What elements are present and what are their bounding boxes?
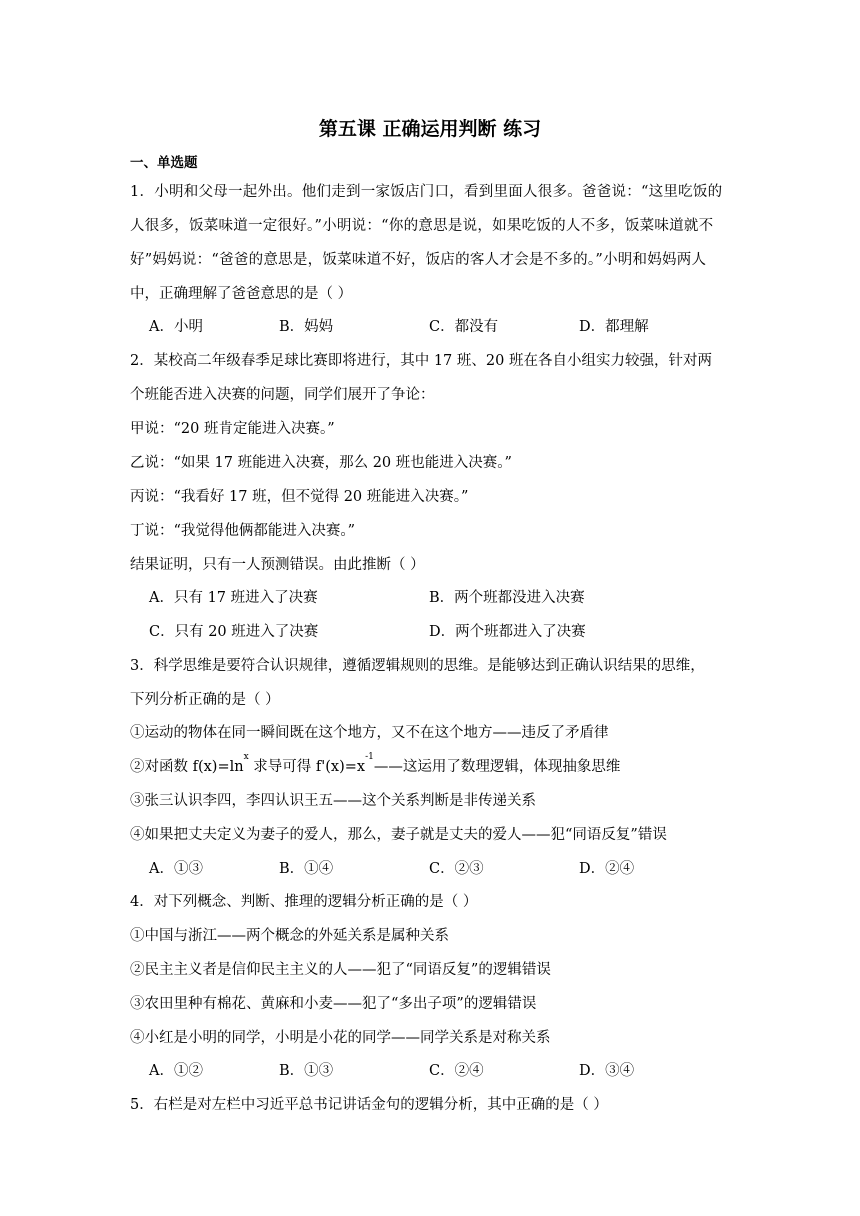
question-2-line-5: 丙说：“我看好 17 班，但不觉得 20 班能进入决赛。”: [130, 489, 469, 505]
question-4-line-1: 4．对下列概念、判断、推理的逻辑分析正确的是（ ）: [130, 894, 478, 910]
question-2-line-1: 2．某校高二年级春季足球比赛即将进行，其中 17 班、20 班在各自小组实力较强，针对两: [130, 353, 712, 369]
question-2-line-6: 丁说：“我觉得他俩都能进入决赛。”: [130, 523, 356, 539]
option-a[interactable]: A．只有 17 班进入了决赛: [149, 590, 318, 606]
question-1-line-2: 人很多，饭菜味道一定很好。”小明说：“你的意思是说，如果吃饭的人不多，饭菜味道就不: [130, 218, 714, 234]
option-d[interactable]: D．③④: [579, 1063, 635, 1079]
question-4-line-5: ④小红是小明的同学，小明是小花的同学——同学关系是对称关系: [130, 1030, 551, 1046]
superscript: -1: [365, 752, 374, 762]
question-3-line-5: ③张三认识李四，李四认识王五——这个关系判断是非传递关系: [130, 793, 536, 809]
option-b[interactable]: B．①③: [279, 1063, 334, 1079]
question-3-line-4: [130, 752, 621, 776]
question-2-line-2: 个班能否进入决赛的问题，同学们展开了争论：: [130, 387, 435, 403]
question-1-line-4: 中，正确理解了爸爸意思的是（ ）: [130, 286, 353, 302]
option-a[interactable]: A．小明: [149, 319, 203, 335]
question-4-line-2: ①中国与浙江——两个概念的外延关系是属种关系: [130, 928, 449, 944]
option-a[interactable]: A．①②: [149, 1063, 203, 1079]
question-4-line-4: ③农田里种有棉花、黄麻和小麦——犯了“多出子项”的逻辑错误: [130, 996, 537, 1012]
question-3-line-2: 下列分析正确的是（ ）: [130, 692, 280, 708]
option-c[interactable]: C．②③: [429, 861, 484, 877]
line-text-pre: ②对函数 f(x)=ln: [130, 759, 244, 775]
question-1-line-3: 好”妈妈说：“爸爸的意思是，饭菜味道不好，饭店的客人才会是不多的。”小明和妈妈两人: [130, 252, 707, 268]
question-3-line-6: ④如果把丈夫定义为妻子的爱人，那么，妻子就是丈夫的爱人——犯“同语反复”错误: [130, 827, 667, 843]
option-b[interactable]: B．妈妈: [279, 319, 334, 335]
question-2-line-3: 甲说：“20 班肯定能进入决赛。”: [130, 421, 335, 437]
option-a[interactable]: A．①③: [149, 861, 203, 877]
page-title: 第五课 正确运用判断 练习: [318, 118, 542, 140]
question-1-line-1: 1．小明和父母一起外出。他们走到一家饭店门口，看到里面人很多。爸爸说：“这里吃饭的: [130, 184, 723, 200]
question-2-line-7: 结果证明，只有一人预测错误。由此推断（ ）: [130, 557, 425, 573]
option-d[interactable]: D．两个班都进入了决赛: [429, 624, 586, 640]
question-5-line-1: 5．右栏是对左栏中习近平总书记讲话金句的逻辑分析，其中正确的是（ ）: [130, 1097, 608, 1113]
line-text-post: ——这运用了数理逻辑，体现抽象思维: [373, 759, 621, 775]
question-2-line-4: 乙说：“如果 17 班能进入决赛，那么 20 班也能进入决赛。”: [130, 455, 512, 471]
option-b[interactable]: B．两个班都没进入决赛: [429, 590, 585, 606]
section-heading: 一、单选题: [130, 155, 198, 171]
question-4-line-3: ②民主主义者是信仰民主主义的人——犯了“同语反复”的逻辑错误: [130, 962, 551, 978]
superscript: x: [243, 752, 249, 762]
question-3-line-3: ①运动的物体在同一瞬间既在这个地方，又不在这个地方——违反了矛盾律: [130, 725, 609, 741]
question-3-line-1: 3．科学思维是要符合认识规律，遵循逻辑规则的思维。是能够达到正确认识结果的思维，: [130, 658, 705, 674]
line-text-mid: 求导可得 f'(x)=x: [248, 759, 366, 775]
option-d[interactable]: D．②④: [579, 861, 635, 877]
option-c[interactable]: C．都没有: [429, 319, 499, 335]
option-d[interactable]: D．都理解: [579, 319, 649, 335]
option-b[interactable]: B．①④: [279, 861, 334, 877]
option-c[interactable]: C．只有 20 班进入了决赛: [149, 624, 319, 640]
option-c[interactable]: C．②④: [429, 1063, 484, 1079]
